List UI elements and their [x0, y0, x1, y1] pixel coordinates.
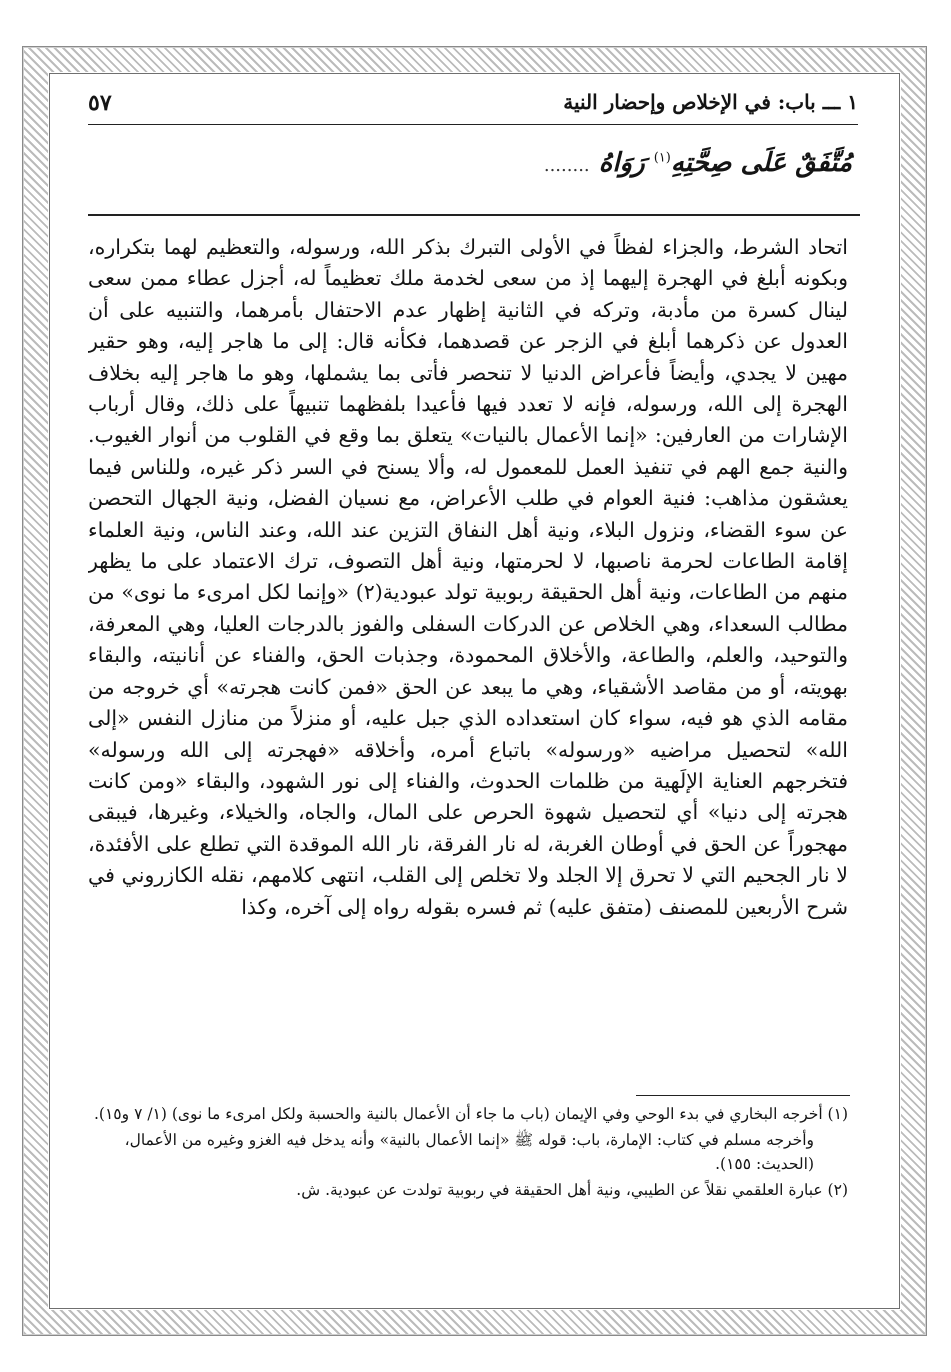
heading-tail: رَوَاهُ [589, 148, 654, 178]
heading-text [590, 148, 852, 178]
section-heading [92, 148, 852, 196]
footnotes [88, 1102, 848, 1272]
footnote-2: (٢) عبارة العلقمي نقلاً عن الطيبي، ونية أهل الحقيقة في ربوبية تولدت عن عبودية. ش. [296, 1181, 848, 1199]
heading-rule [88, 214, 860, 216]
footnote-1: (١) أخرجه البخاري في بدء الوحي وفي الإيمان (باب ما جاء أن الأعمال بالنية والحسبة ولكل امرىء ما نوى) (١/ ٧ و١٥). [94, 1105, 848, 1123]
dotted-leader: ........ [543, 155, 590, 176]
running-title: ١ ـــ باب: في الإخلاص وإحضار النية [563, 90, 858, 114]
footnote-marker: (١) [653, 150, 671, 166]
heading-phrase: مُتَّفَقٌ عَلَى صِحَّتِهِ [670, 148, 852, 178]
page-number: ٥٧ [88, 90, 112, 116]
running-header [88, 90, 858, 125]
footnote-1-continuation: وأخرجه مسلم في كتاب: الإمارة، باب: قوله ﷺ «إنما الأعمال بالنية» وأنه يدخل فيه الغزو وغيره من الأعمال، (الحديث: ١٥٥). [124, 1131, 814, 1173]
footnote-separator [636, 1095, 850, 1096]
body-paragraph: اتحاد الشرط، والجزاء لفظاً في الأولى التبرك بذكر الله، ورسوله، والتعظيم لهما بتكراره، وبكونه أبلغ في الهجرة إليهما إذ من سعى لخدمة ملك تعظيماً له، أجزل عطاء ممن سعى لينال كسرة من مأدبة، وتركه في الثانية إظهار عدم الاحتفال بأمرهما، والتنبيه على أن العدول عن ذكرهما أبلغ في الزجر عن قصدهما، فكأنه قال: إلى ما هاجر إليه، وهو حقير مهين لا يجدي، وأيضاً فأعراض الدنيا لا تنحصر فأتى بما يشملها، وهو ما هاجر إليه بخلاف الهجرة إلى الله، ورسوله، فإنه لا تعدد فيها فأعيدا بلفظهما تنبيهاً على ذلك، وقال أرباب الإشارات من العارفين: «إنما الأعمال بالنيات» يتعلق بما وقع في القلوب من أنوار الغيوب. والنية جمع الهم في تنفيذ العمل للمعمول له، وألا يسنح في السر ذكر غيره، وللناس فيما يعشقون مذاهب: فنية العوام في طلب الأعراض، مع نسيان الفضل، ونية الجهال التحصن عن سوء القضاء، ونزول البلاء، ونية أهل النفاق التزين عند الله، وعند الناس، ونية العلماء إقامة الطاعات لحرمة ناصبها، لا لحرمتها، ونية أهل التصوف، ترك الاعتماد على ما يظهر منهم من الطاعات، ونية أهل الحقيقة ربوبية تولد عبودية(٢) «وإنما لكل امرىء ما نوى» من مطالب السعداء، وهي الخلاص عن الدركات السفلى والفوز بالدرجات العليا، وهي المعرفة، والتوحيد، والعلم، والطاعة، والأخلاق المحمودة، وجذبات الحق، والفناء عن أنانيته، والبقاء بهويته، أو من مقاصد الأشقياء، وهي ما يبعد عن الحق «فمن كانت هجرته» أي خروجه من مقامه الذي هو فيه، سواء كان استعداده الذي جبل عليه، أو منزلاً من منازل النفس «إلى الله» لتحصيل مراضيه «ورسوله» باتباع أمره، وأخلاقه «فهجرته إلى الله ورسوله» فتخرجهم العناية الإلَهية من ظلمات الحدوث، والفناء إلى نور الشهود، والبقاء «ومن كانت هجرته إلى دنيا» أي لتحصيل شهوة الحرص على المال، والجاه، والخيلاء، وغيرها، فيبقى مهجوراً عن الحق في أوطان الغربة، له نار الفرقة، نار الله الموقدة التي تطلع على الأفئدة، لا نار الجحيم التي لا تحرق إلا الجلد ولا تخلص إلى القلب، انتهى كلامهم، نقله الكازروني في شرح الأربعين للمصنف (متفق عليه) ثم فسره بقوله رواه إلى آخره، وكذا [88, 235, 848, 919]
